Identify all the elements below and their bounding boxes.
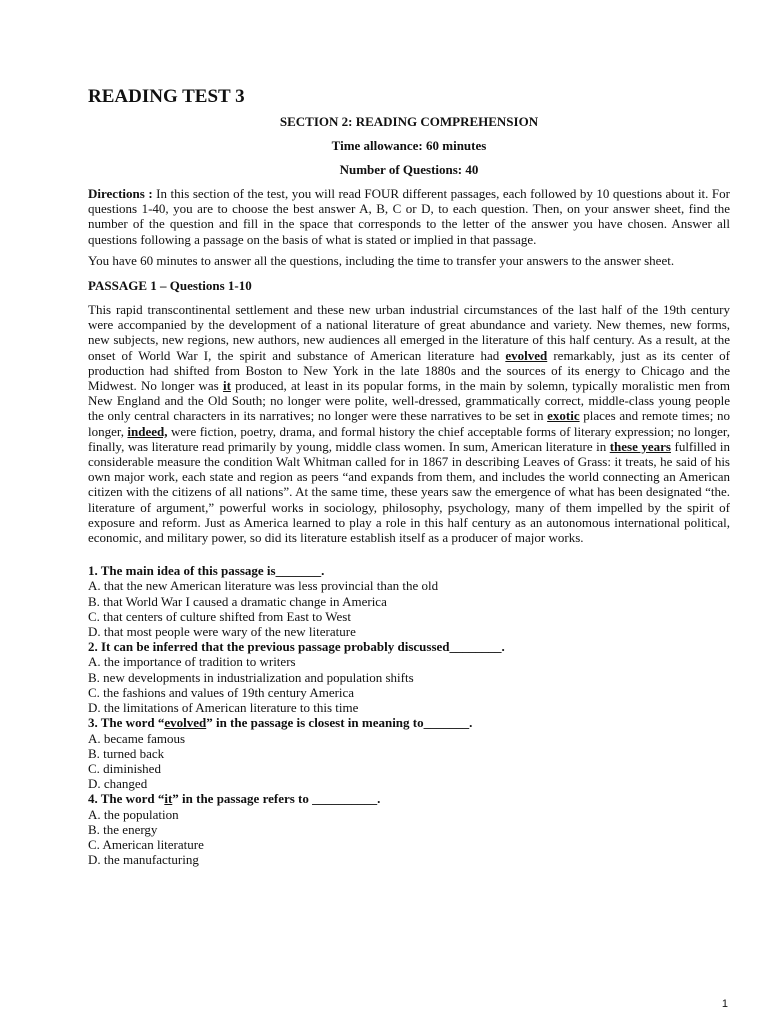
question-list [88,563,730,867]
answer-option: B. new developments in industrialization and population shifts [88,669,414,685]
answer-option: D. the limitations of American literature to this time [88,700,359,716]
passage-segment: produced, at least in its popular forms, in the main by solemn, typically moralistic men from New England and the Old South; no longer were polite, well-dressed, grammatically correct, middle-class young people the only central characters in its narratives; no longer were these narratives to be set in [88,378,730,424]
question-4 [88,791,730,867]
answer-option: A. became famous [88,730,186,746]
question-3 [88,715,730,791]
passage-heading: PASSAGE 1 – Questions 1-10 [88,278,252,294]
stem-text: 4. The word “ [88,791,165,807]
stem-keyword: evolved [164,715,207,731]
passage-segment: This rapid transcontinental settlement and these new urban industrial circumstances of the last half of the 19th century were accompanied by the development of a national literature of great abundance and variety. New themes, new forms, new subjects, new regions, new authors, new audiences all emerged in the literature of this half century. As a result, at the onset of World War I, the spirit and substance of American literature had [88,302,730,363]
page-title: READING TEST 3 [88,86,245,107]
passage-text [88,302,730,545]
document-page [88,86,730,867]
question-1 [88,563,730,639]
question-stem: 1. The main idea of this passage is_______. [88,563,325,579]
time-allowance: Time allowance: 60 minutes [331,138,487,153]
answer-option: A. that the new American literature was less provincial than the old [88,578,439,594]
stem-text: ” in the passage is closest in meaning to_______. [206,715,473,731]
question-2 [88,639,730,715]
keyword-exotic: exotic [547,408,580,424]
directions-text: In this section of the test, you will read FOUR different passages, each followed by 10 questions about it. For questions 1-40, you are to choose the best answer A, B, C or D, to each question. Then, on your answer sheet, find the number of the question and fill in the space that corresponds to the letter of the answer you have chosen. Answer all questions following a passage on the basis of what is stated or implied in that passage. [88,186,730,247]
question-stem [88,791,730,806]
answer-option: D. changed [88,776,148,792]
answer-option: A. the population [88,806,179,822]
directions-label: Directions : [88,186,153,201]
answer-option: D. the manufacturing [88,852,199,868]
keyword-indeed: indeed, [127,423,168,439]
answer-option: C. American literature [88,836,204,852]
passage-segment: remarkably, just as its center of production had shifted from Boston to New York in the late 1880s and the sources of its energy to Chicago and the Midwest. No longer was [88,347,730,394]
stem-keyword: it [164,791,173,807]
answer-option: D. that most people were wary of the new literature [88,624,356,640]
answer-option: B. the energy [88,821,158,837]
time-note: You have 60 minutes to answer all the questions, including the time to transfer your answers to the answer sheet. [88,252,675,268]
number-of-questions: Number of Questions: 40 [339,162,479,177]
stem-text: ” in the passage refers to __________. [172,791,381,807]
keyword-it: it [222,378,231,394]
answer-option: C. that centers of culture shifted from East to West [88,608,351,624]
section-heading: SECTION 2: READING COMPREHENSION [279,114,539,129]
answer-option: A. the importance of tradition to writers [88,654,296,670]
page-number: 1 [721,998,728,1010]
answer-option: C. diminished [88,760,161,776]
passage-segment: places and remote times; no longer, [88,408,730,439]
question-stem [88,715,730,730]
stem-text: 3. The word “ [88,715,165,731]
passage-segment: were fiction, poetry, drama, and formal history the chief acceptable forms of literary expression; no longer, finally, was literature read primarily by young, middle class women. In sum, American literature in [88,423,730,454]
answer-option: B. turned back [88,745,165,761]
directions-paragraph [88,186,730,247]
keyword-these-years: these years [609,438,671,454]
question-stem: 2. It can be inferred that the previous passage probably discussed________. [88,639,505,655]
answer-option: B. that World War I caused a dramatic change in America [88,593,387,609]
answer-option: C. the fashions and values of 19th century America [88,684,355,700]
keyword-evolved: evolved [505,347,548,363]
passage-segment: fulfilled in considerable measure the condition Walt Whitman called for in 1867 in describing Leaves of Grass: it treats, he said of his own major work, each state and region as peers “and expands from them, and includes the world connecting an American citizen with the citizens of all nations”. At the same time, these years saw the emergence of what has been designated “the. literature of argument,” powerful works in sociology, philosophy, psychology, many of them impelled by the spirit of exposure and reform. Just as America learned to play a role in this half century as an autonomous international political, economic, and military power, so did its literature establish itself as a producer of major works. [88,438,730,546]
